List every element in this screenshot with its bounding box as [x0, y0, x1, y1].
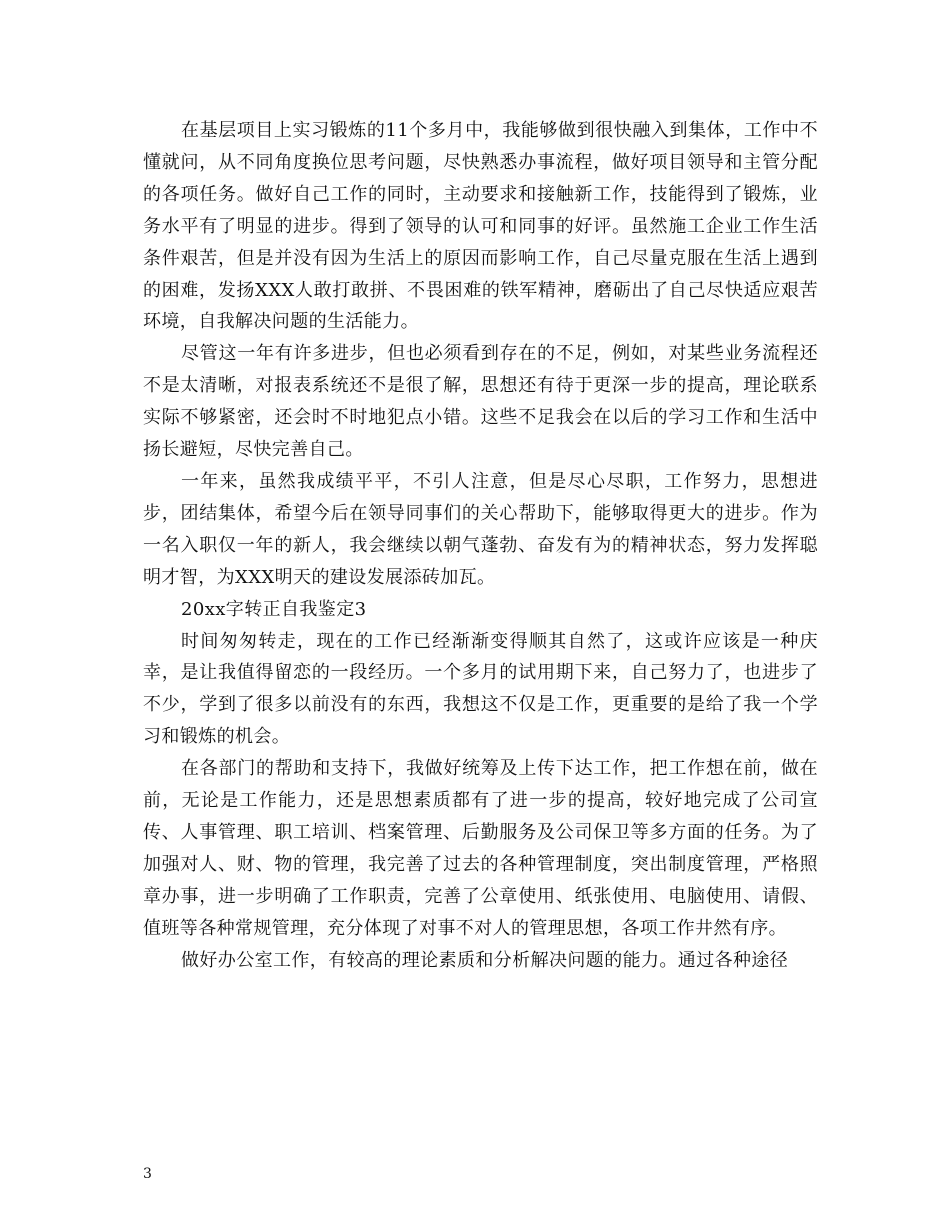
body-text	[143, 115, 818, 976]
paragraph-6: 做好办公室工作，有较高的理论素质和分析解决问题的能力。通过各种途径	[181, 949, 789, 971]
paragraph-3: 一年来，虽然我成绩平平，不引人注意，但是尽心尽职，工作努力，思想进步，团结集体，希望今后在领导同事们的关心帮助下，能够取得更大的进步。作为一名入职仅一年的新人，我会继续以朝气蓬勃、奋发有为的精神状态，努力发挥聪明才智，为XXX明天的建设发展添砖加瓦。	[143, 470, 818, 588]
paragraph-5: 在各部门的帮助和支持下，我做好统筹及上传下达工作，把工作想在前，做在前，无论是工作能力，还是思想素质都有了进一步的提高，较好地完成了公司宣传、人事管理、职工培训、档案管理、后勤服务及公司保卫等多方面的任务。为了加强对人、财、物的管理，我完善了过去的各种管理制度，突出制度管理，严格照章办事，进一步明确了工作职责，完善了公章使用、纸张使用、电脑使用、请假、值班等各种常规管理，充分体现了对事不对人的管理思想，各项工作井然有序。	[143, 758, 818, 939]
section-heading: 20xx字转正自我鉴定3	[181, 598, 367, 620]
paragraph-1: 在基层项目上实习锻炼的11个多月中，我能够做到很快融入到集体，工作中不懂就问，从不同角度换位思考问题，尽快熟悉办事流程，做好项目领导和主管分配的各项任务。做好自己工作的同时，主动要求和接触新工作，技能得到了锻炼，业务水平有了明显的进步。得到了领导的认可和同事的好评。虽然施工企业工作生活条件艰苦，但是并没有因为生活上的原因而影响工作，自己尽量克服在生活上遇到的困难，发扬XXX人敢打敢拼、不畏困难的铁军精神，磨砺出了自己尽快适应艰苦环境，自我解决问题的生活能力。	[143, 120, 818, 333]
page-number: 3	[143, 1166, 152, 1182]
paragraph-4: 时间匆匆转走，现在的工作已经渐渐变得顺其自然了，这或许应该是一种庆幸，是让我值得留恋的一段经历。一个多月的试用期下来，自己努力了，也进步了不少，学到了很多以前没有的东西，我想这不仅是工作，更重要的是给了我一个学习和锻炼的机会。	[143, 630, 818, 748]
paragraph-2: 尽管这一年有许多进步，但也必须看到存在的不足，例如，对某些业务流程还不是太清晰，对报表系统还不是很了解，思想还有待于更深一步的提高，理论联系实际不够紧密，还会时不时地犯点小错。这些不足我会在以后的学习工作和生活中扬长避短，尽快完善自己。	[143, 343, 818, 461]
